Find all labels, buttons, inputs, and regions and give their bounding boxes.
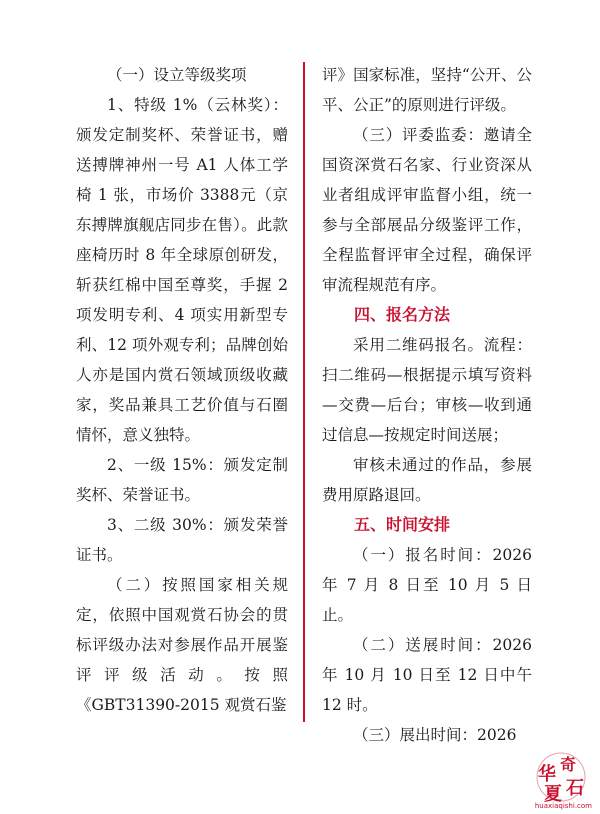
paragraph-standard-cont: 评》国家标准，坚持“公开、公平、公正”的原则进行评级。 bbox=[322, 66, 532, 114]
heading-schedule: 五、时间安排 bbox=[354, 515, 451, 534]
subheading-awards: （一）设立等级奖项 bbox=[107, 66, 247, 84]
paragraph-first-award: 2、一级 15%：颁发定制奖杯、荣誉证书。 bbox=[76, 456, 288, 504]
paragraph-exhibition-time: （三）展出时间：2026 bbox=[353, 726, 517, 744]
watermark-url: huaxiaqishi.com bbox=[534, 802, 592, 810]
paragraph-rules: （二）按照国家相关规定，依照中国观赏石协会的贯标评级办法对参展作品开展鉴评评级活动。按照《GBT31390-2015 观赏石鉴 bbox=[76, 576, 288, 714]
watermark-logo-icon bbox=[530, 750, 592, 808]
left-column bbox=[76, 60, 288, 720]
paragraph-special-award: 1、特级 1%（云林奖）：颁发定制奖杯、荣誉证书，赠送搏牌神州一号 A1 人体工学椅 1 张，市场价 3388元（京东搏牌旗舰店同步在售）。此款座椅历时 8 年全球原创研发，斩获红棉中国至尊奖，手握 2 项发明专利、4 项实用新型专利、12 项外观专利；品牌创始人亦是国内赏石领域顶级收藏家，奖品兼具工艺价值与石圈情怀，意义独特。 bbox=[76, 96, 288, 444]
paragraph-refund: 审核未通过的作品，参展费用原路退回。 bbox=[322, 456, 532, 504]
svg-text:奇: 奇 bbox=[560, 755, 577, 774]
right-column bbox=[322, 60, 532, 750]
paragraph-registration-time: （一）报名时间：2026 年 7 月 8 日至 10 月 5 日止。 bbox=[322, 546, 532, 624]
svg-text:石: 石 bbox=[566, 778, 584, 799]
paragraph-jury: （三）评委监委：邀请全国资深赏石名家、行业资深从业者组成评审监督小组，统一参与全部展品分级鉴评工作，全程监督评审全过程，确保评审流程规范有序。 bbox=[322, 126, 532, 294]
heading-registration: 四、报名方法 bbox=[354, 305, 451, 324]
column-divider bbox=[303, 62, 305, 722]
paragraph-second-award: 3、二级 30%：颁发荣誉证书。 bbox=[76, 516, 288, 564]
svg-text:华: 华 bbox=[538, 764, 556, 785]
paragraph-registration: 采用二维码报名。流程：扫二维码—根据提示填写资料—交费—后台；审核—收到通过信息—按规定时间送展； bbox=[322, 336, 532, 444]
paragraph-delivery-time: （二）送展时间：2026 年 10 月 10 日至 12 日中午 12 时。 bbox=[322, 636, 532, 714]
svg-text:夏: 夏 bbox=[544, 784, 562, 805]
